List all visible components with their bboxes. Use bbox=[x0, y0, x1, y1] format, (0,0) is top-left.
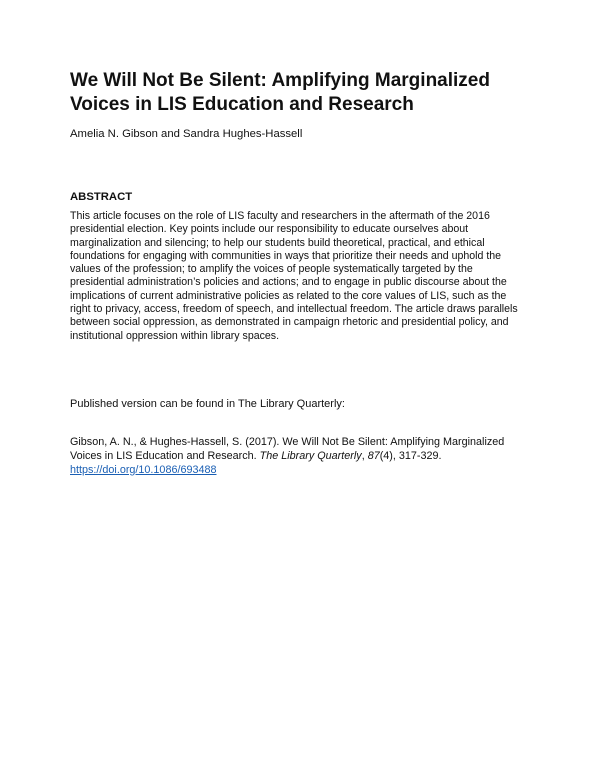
abstract-line: right to privacy, access, freedom of speech, and intellectual freedom. The article draws parallels bbox=[70, 303, 518, 316]
abstract-line: presidential election. Key points include our responsibility to educate ourselves about bbox=[70, 223, 469, 236]
abstract-line: institutional oppression within library spaces. bbox=[70, 329, 280, 342]
citation-issue-pages: (4), 317-329. bbox=[379, 449, 442, 462]
published-version-note: Published version can be found in The Library Quarterly: bbox=[70, 398, 345, 410]
citation-journal: The Library Quarterly bbox=[259, 449, 362, 462]
abstract-body bbox=[70, 210, 532, 343]
citation-line-2: Voices in LIS Education and Research. bbox=[70, 449, 260, 462]
abstract-line: presidential administration’s policies and actions; and to engage in public discourse about the bbox=[70, 276, 507, 289]
article-title-line-1: We Will Not Be Silent: Amplifying Marginalized bbox=[70, 70, 490, 91]
author-names: Amelia N. Gibson and Sandra Hughes-Hassell bbox=[70, 128, 303, 140]
abstract-line: foundations for engaging with communities in ways that prioritize their needs and uphold the bbox=[70, 249, 502, 262]
doi-link[interactable]: https://doi.org/10.1086/693488 bbox=[70, 463, 217, 476]
citation bbox=[70, 436, 530, 477]
abstract-line: implications of current administrative policies as related to the core values of LIS, such as the bbox=[70, 289, 507, 302]
abstract-line: values of the profession; to amplify the voices of people systematically targeted by the bbox=[70, 263, 473, 276]
abstract-line: This article focuses on the role of LIS faculty and researchers in the aftermath of the 2016 bbox=[70, 210, 490, 222]
abstract-line: marginalization and silencing; to help our students build theoretical, practical, and ethical bbox=[70, 236, 485, 249]
citation-line-1: Gibson, A. N., & Hughes-Hassell, S. (2017). We Will Not Be Silent: Amplifying Marginalized bbox=[70, 436, 505, 448]
citation-separator: , bbox=[361, 449, 368, 462]
article-title bbox=[70, 69, 540, 117]
citation-volume: 87 bbox=[367, 449, 380, 462]
article-title-line-2: Voices in LIS Education and Research bbox=[70, 94, 414, 115]
abstract-heading: ABSTRACT bbox=[70, 191, 133, 203]
abstract-line: between social oppression, as demonstrated in campaign rhetoric and presidential policy, and bbox=[70, 316, 509, 329]
